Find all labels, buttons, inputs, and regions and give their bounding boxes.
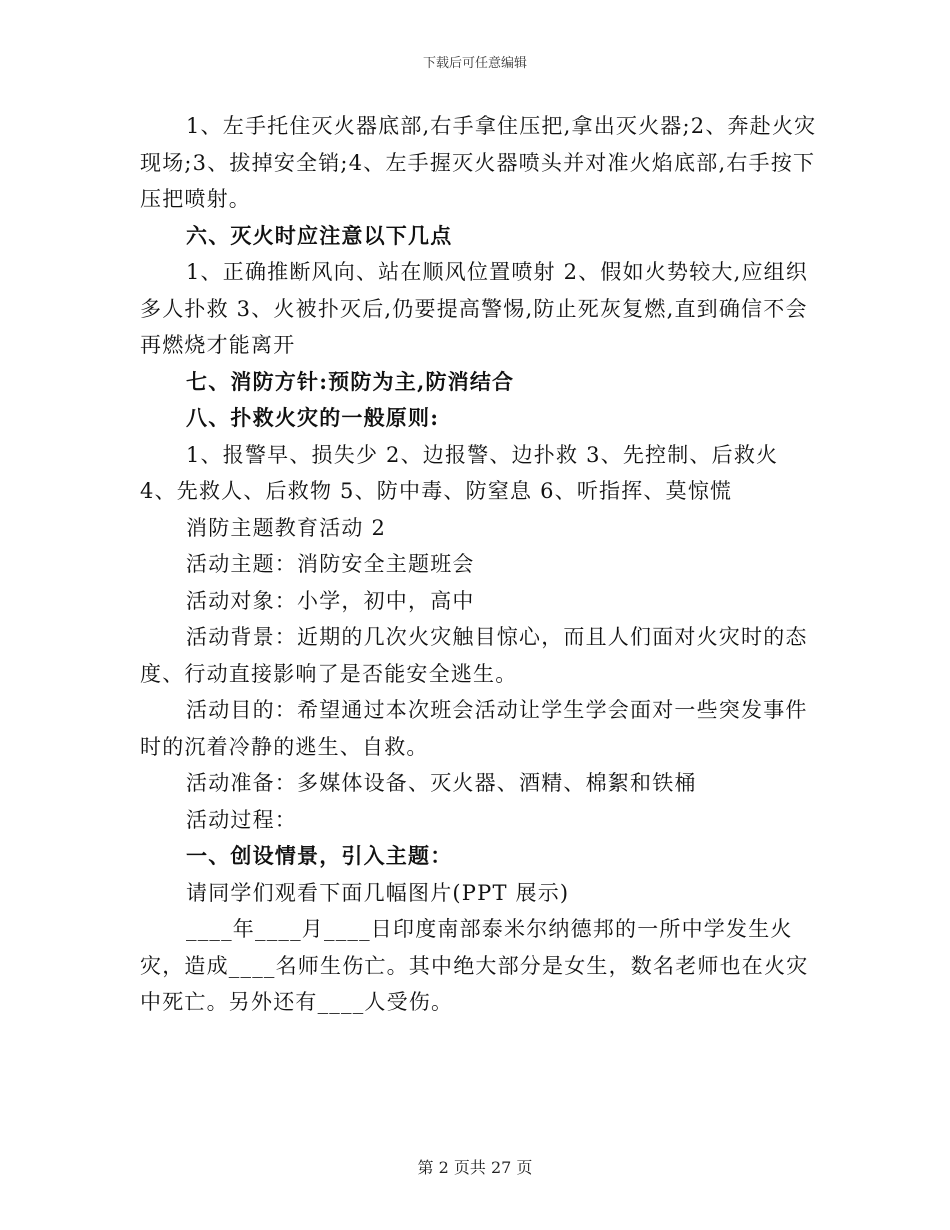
paragraph-extinguisher-steps: 1、左手托住灭火器底部,右手拿住压把,拿出灭火器;2、奔赴火灾现场;3、拔掉安全销;4、左手握灭火器喷头并对准火焰底部,右手按下压把喷射。 bbox=[140, 114, 817, 211]
paragraph-activity-preparation: 活动准备：多媒体设备、灭火器、酒精、棉絮和铁桶 bbox=[186, 771, 697, 795]
paragraph-fire-incident: ____年____月____日印度南部泰米尔纳德邦的一所中学发生火灾，造成____名师生伤亡。其中绝大部分是女生，数名老师也在火灾中死亡。另外还有____人受伤。 bbox=[140, 917, 809, 1014]
paragraph-activity-theme: 活动主题：消防安全主题班会 bbox=[186, 552, 475, 576]
paragraph-activity-audience: 活动对象：小学，初中，高中 bbox=[186, 588, 475, 613]
page-header: 下载后可任意编辑 bbox=[422, 56, 527, 71]
paragraph-activity-background: 活动背景：近期的几次火灾触目惊心，而且人们面对火灾时的态度、行动直接影响了是否能安全逃生。 bbox=[140, 625, 808, 686]
paragraph-principles: 1、报警早、损失少 2、边报警、边扑救 3、先控制、后救火 4、先救人、后救物 5、防中毒、防窒息 6、听指挥、莫惊慌 bbox=[140, 442, 779, 503]
page-footer: 第 2 页共 27 页 bbox=[417, 1158, 533, 1177]
heading-section-7: 七、消防方针:预防为主,防消结合 bbox=[186, 368, 515, 394]
document-body bbox=[140, 108, 820, 1021]
paragraph-activity-title: 消防主题教育活动 2 bbox=[186, 515, 387, 540]
heading-part-1: 一、创设情景，引入主题： bbox=[186, 843, 453, 868]
heading-section-8: 八、扑救火灾的一般原则: bbox=[186, 405, 440, 430]
paragraph-activity-process: 活动过程： bbox=[186, 807, 297, 832]
paragraph-activity-purpose: 活动目的：希望通过本次班会活动让学生学会面对一些突发事件时的沉着冷静的逃生、自救。 bbox=[140, 698, 808, 759]
paragraph-precautions: 1、正确推断风向、站在顺风位置喷射 2、假如火势较大,应组织多人扑救 3、火被扑灭后,仍要提高警惕,防止死灰复燃,直到确信不会再燃烧才能离开 bbox=[140, 260, 809, 357]
heading-section-6: 六、灭火时应注意以下几点 bbox=[186, 222, 453, 248]
paragraph-ppt-intro: 请同学们观看下面几幅图片(PPT 展示) bbox=[186, 880, 570, 905]
